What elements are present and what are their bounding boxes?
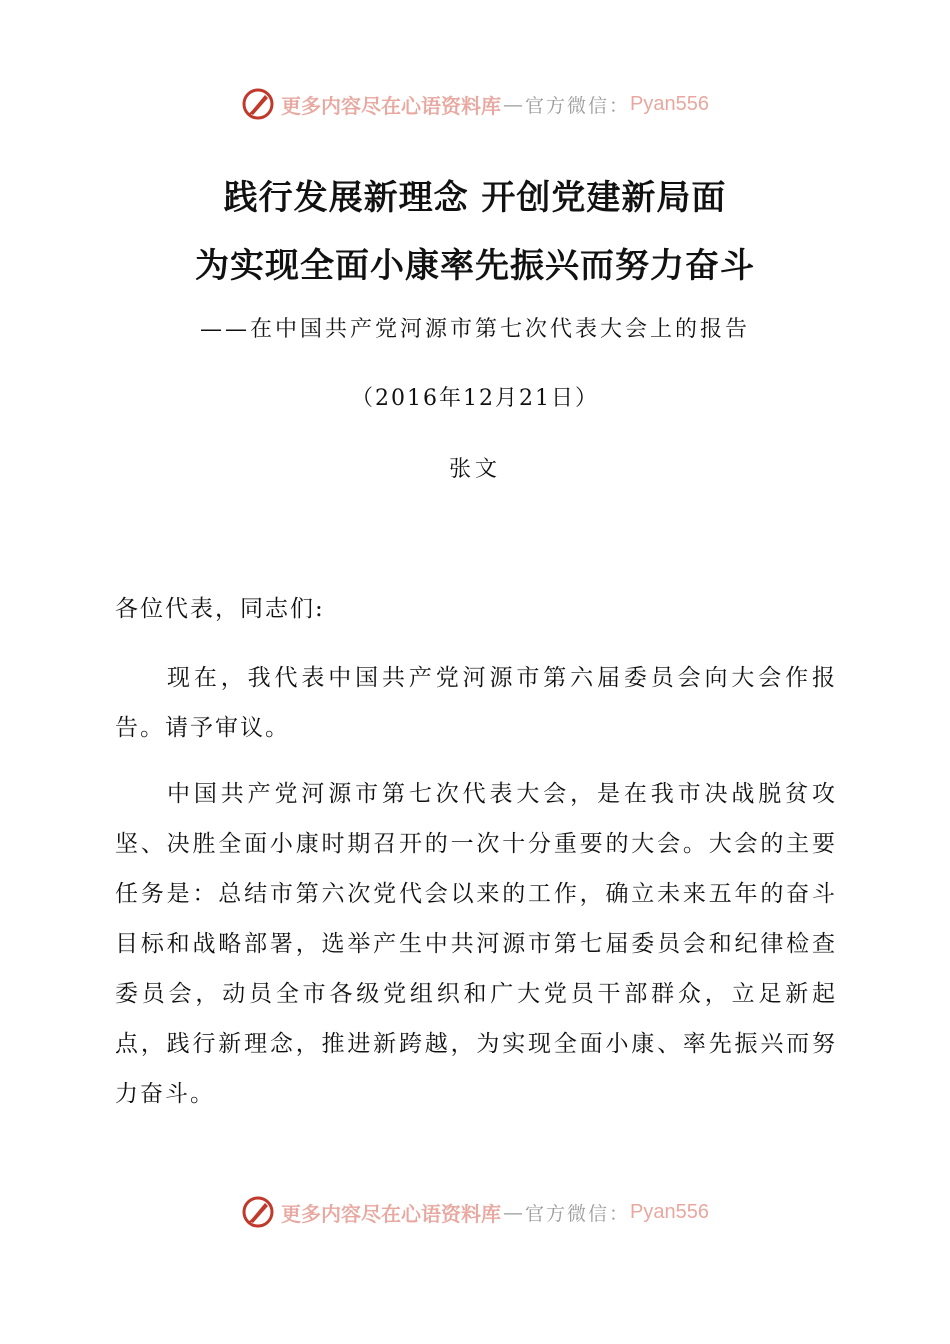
watermark-wechat-id: Pyan556 bbox=[630, 1200, 709, 1223]
footer-watermark bbox=[0, 1192, 950, 1232]
quill-logo-icon bbox=[241, 1195, 275, 1229]
greeting: 各位代表，同志们: bbox=[115, 596, 325, 622]
watermark-separator: — bbox=[503, 1200, 523, 1224]
watermark-label: 官方微信： bbox=[525, 94, 631, 117]
document-title-line-2: 为实现全面小康率先振兴而努力奋斗 bbox=[195, 246, 755, 286]
watermark-wechat-id: Pyan556 bbox=[630, 92, 709, 115]
watermark-separator: — bbox=[503, 92, 523, 116]
paragraph-2: 中国共产党河源市第七次代表大会，是在我市决战脱贫攻坚、决胜全面小康时期召开的一次十分重要的大会。大会的主要任务是：总结市第六次党代会以来的工作，确立未来五年的奋斗目标和战略部署，选举产生中共河源市第七届委员会和纪律检查委员会，动员全市各级党组织和广大党员干部群众，立足新起点，践行新理念，推进新跨越，为实现全面小康、率先振兴而努力奋斗。 bbox=[115, 781, 837, 1107]
paragraph-1: 现在，我代表中国共产党河源市第六届委员会向大会作报告。请予审议。 bbox=[115, 665, 837, 741]
watermark-label: 官方微信： bbox=[525, 1202, 631, 1225]
header-watermark bbox=[0, 84, 950, 124]
document-subtitle: ——在中国共产党河源市第七次代表大会上的报告 bbox=[199, 317, 750, 342]
quill-logo-icon bbox=[241, 87, 275, 121]
document-title-line-1: 践行发展新理念 开创党建新局面 bbox=[223, 178, 727, 218]
watermark-brand: 更多内容尽在心语资料库 bbox=[281, 93, 501, 118]
watermark-brand: 更多内容尽在心语资料库 bbox=[281, 1201, 501, 1226]
document-date: （2016年12月21日） bbox=[351, 386, 599, 411]
document-author: 张文 bbox=[448, 457, 501, 482]
